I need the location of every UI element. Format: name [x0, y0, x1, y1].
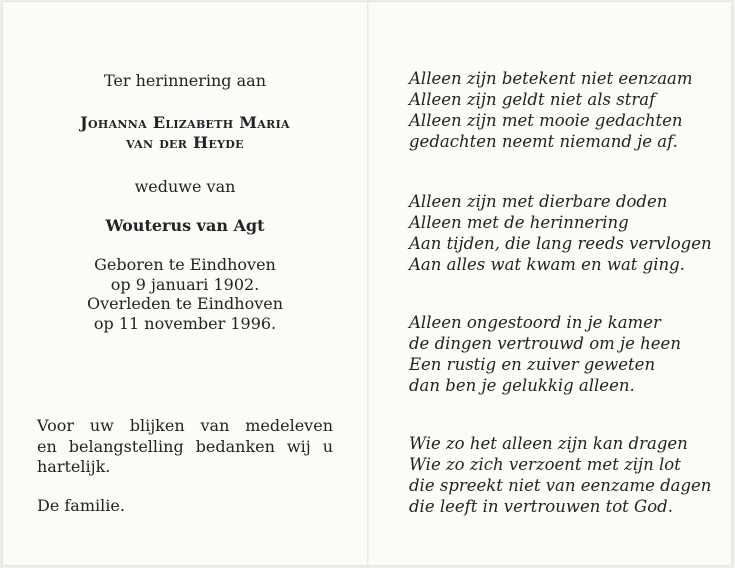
left-panel	[3, 2, 367, 565]
poem-line: gedachten neemt niemand je af.	[409, 132, 678, 151]
family-signature: De familie.	[37, 496, 125, 515]
poem-line: Alleen zijn geldt niet als straf	[409, 90, 656, 109]
poem-line: die leeft in vertrouwen tot God.	[409, 497, 673, 516]
poem-stanza-3	[409, 312, 681, 396]
poem-line: Wie zo het alleen zijn kan dragen	[409, 434, 688, 453]
deceased-name-line1: Johanna Elizabeth Maria	[80, 113, 290, 132]
spouse-name: Wouterus van Agt	[105, 216, 265, 235]
poem-line: Aan alles wat kwam en wat ging.	[409, 255, 685, 274]
poem-line: Alleen zijn met dierbare doden	[409, 192, 668, 211]
poem-stanza-2	[409, 191, 712, 275]
relation-text: weduwe van	[134, 177, 236, 196]
poem-stanza-4	[409, 433, 711, 517]
right-panel	[369, 2, 731, 565]
memorial-card	[3, 2, 731, 565]
poem-line: Alleen met de herinnering	[409, 213, 629, 232]
death-date: op 11 november 1996.	[93, 314, 277, 333]
birth-date: op 9 januari 1902.	[110, 275, 260, 294]
poem-line: Aan tijden, die lang reeds vervlogen	[409, 234, 712, 253]
thanks-line: en belangstelling bedanken wij u	[37, 436, 333, 456]
thanks-paragraph	[37, 416, 333, 478]
thanks-line: hartelijk.	[37, 457, 111, 476]
poem-line: de dingen vertrouwd om je heen	[409, 334, 681, 353]
poem-line: dan ben je gelukkig alleen.	[409, 376, 635, 395]
poem-stanza-1	[409, 68, 693, 152]
death-place: Overleden te Eindhoven	[86, 294, 284, 313]
birth-place: Geboren te Eindhoven	[94, 255, 276, 274]
deceased-name-line2: van der Heyde	[126, 133, 244, 152]
poem-line: Een rustig en zuiver geweten	[409, 355, 656, 374]
poem-line: die spreekt niet van eenzame dagen	[409, 476, 712, 495]
poem-line: Alleen ongestoord in je kamer	[409, 313, 661, 332]
intro-text: Ter herinnering aan	[103, 71, 267, 90]
thanks-line: Voor uw blijken van medeleven	[37, 416, 333, 435]
poem-line: Wie zo zich verzoent met zijn lot	[409, 455, 681, 474]
poem-line: Alleen zijn met mooie gedachten	[409, 111, 683, 130]
poem-line: Alleen zijn betekent niet eenzaam	[409, 69, 693, 88]
